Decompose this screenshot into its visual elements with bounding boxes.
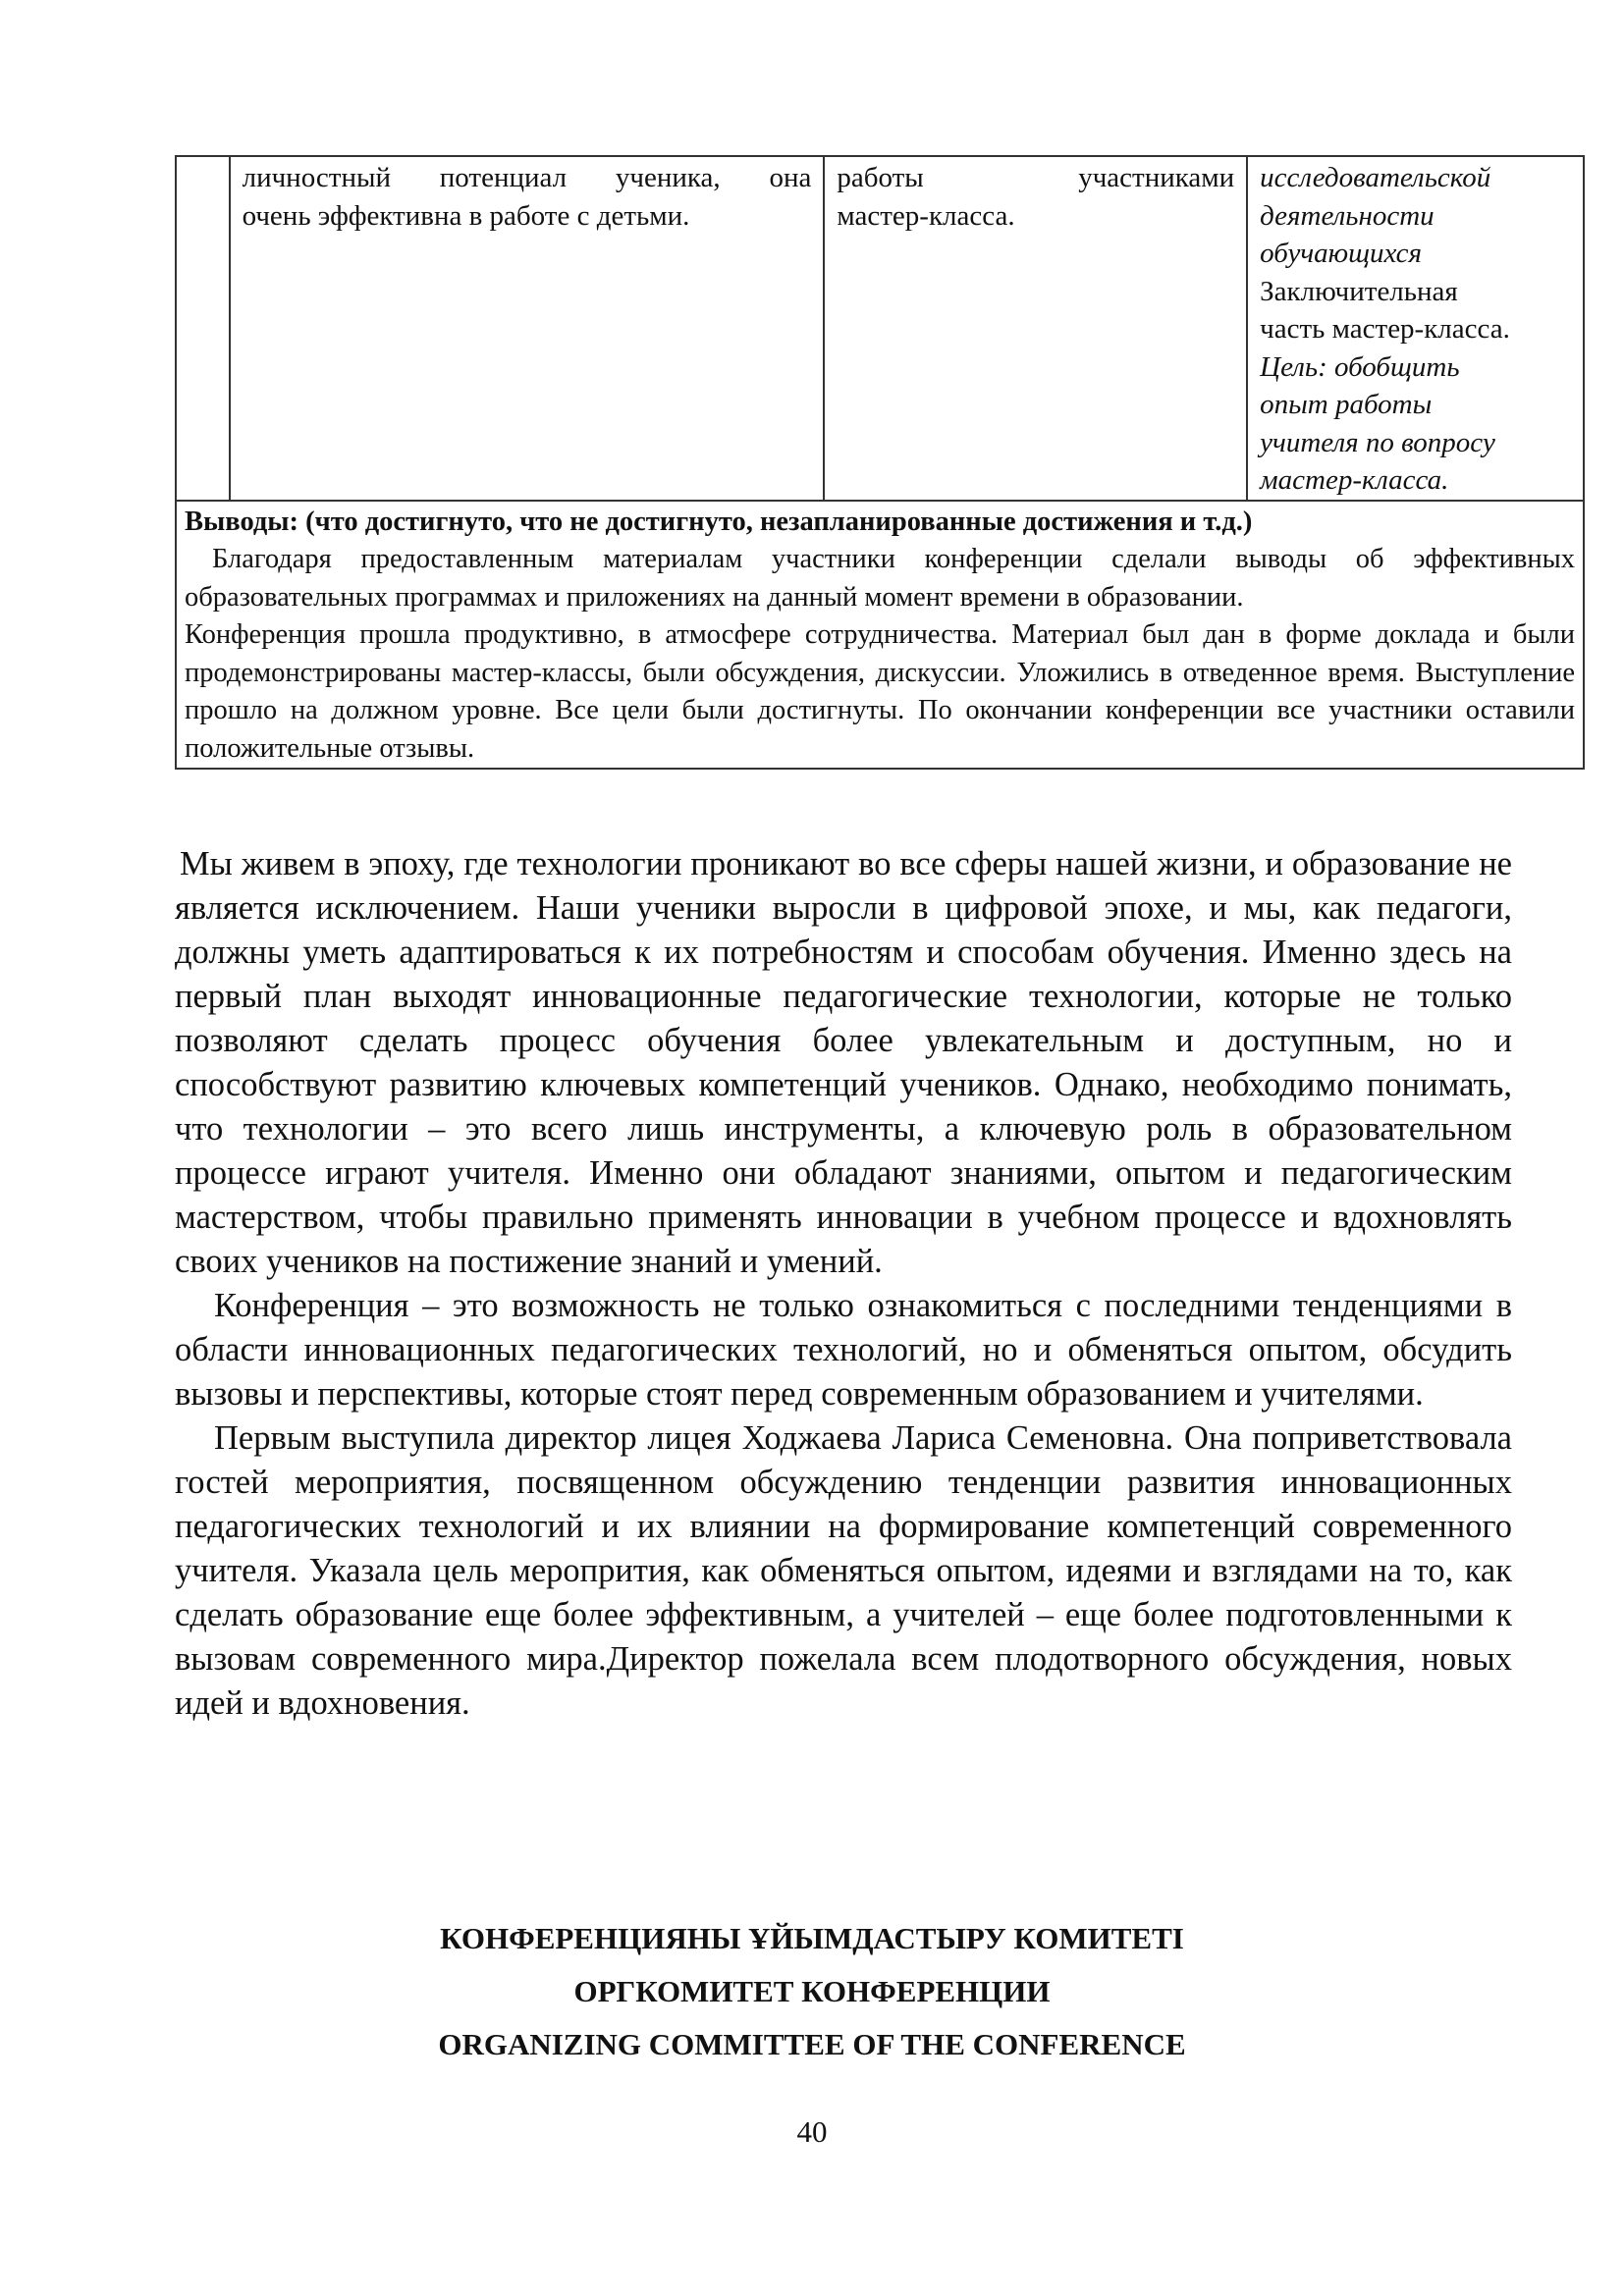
activity-word-1: работы bbox=[837, 162, 924, 193]
stage-line: Заключительная bbox=[1260, 275, 1458, 307]
activity-word-2: участниками bbox=[1078, 162, 1235, 193]
conclusions-cell bbox=[176, 501, 1584, 770]
body-text bbox=[175, 842, 1512, 1726]
committee-headings bbox=[0, 1912, 1624, 2071]
stage-line: исследовательской bbox=[1260, 162, 1491, 193]
heading-kazakh: КОНФЕРЕНЦИЯНЫ ҰЙЫМДАСТЫРУ КОМИТЕТІ bbox=[440, 1921, 1184, 1955]
description-line-2: очень эффективна в работе с детьми. bbox=[242, 199, 690, 232]
body-paragraph-3: Первым выступила директор лицея Ходжаева Лариса Семеновна. Она поприветствовала гостей мероприятия, посвященном обсуждению тенденции развития инновационных педагогических технологий и их влиянии на формирование компетенций современного учителя. Указала цель меропрития, как обменяться опытом, идеями и взглядами на то, как сделать образование еще более эффективным, а учителей – еще более подготовленными к вызовам современного мира.Директор пожелала всем плодотворного обсуждения, новых идей и вдохновения. bbox=[175, 1419, 1512, 1722]
table-row-continued bbox=[176, 156, 1584, 501]
heading-russian: ОРГКОМИТЕТ КОНФЕРЕНЦИИ bbox=[573, 1974, 1051, 2008]
stage-line: Цель: обобщить bbox=[1260, 350, 1460, 383]
stage-line: обучающихся bbox=[1260, 238, 1423, 269]
activity-line-1 bbox=[837, 159, 1234, 197]
conclusions-title: Выводы: (что достигнуто, что не достигнуто, незапланированные достижения и т.д.) bbox=[185, 506, 1253, 537]
description-line-1: личностный потенциал ученика, она bbox=[242, 162, 812, 193]
body-paragraph-1: Мы живем в эпоху, где технологии проникают во все сферы нашей жизни, и образование не является исключением. Наши ученики выросли в цифровой эпохе, и мы, как педагоги, должны уметь адаптироваться к их потребностям и способам обучения. Именно здесь на первый план выходят инновационные педагогические технологии, которые не только позволяют сделать процесс обучения более увлекательным и доступным, но и способствуют развитию ключевых компетенций учеников. Однако, необходимо понимать, что технологии – это всего лишь инструменты, а ключевую роль в образовательном процессе играют учителя. Именно они обладают знаниями, опытом и педагогическим мастерством, чтобы правильно применять инновации в учебном процессе и вдохновлять своих учеников на постижение знаний и умений. bbox=[175, 845, 1512, 1280]
conclusions-paragraph-1: Благодаря предоставленным материалам участники конференции сделали выводы об эффективных образовательных программах и приложениях на данный момент времени в образовании. bbox=[185, 544, 1575, 613]
activity-line-2: мастер-класса. bbox=[837, 199, 1015, 232]
table-cell-description bbox=[230, 156, 825, 501]
table-row-conclusions bbox=[176, 501, 1584, 770]
stage-line: учителя по вопросу bbox=[1260, 426, 1495, 458]
conclusions-paragraph-2: Конференция прошла продуктивно, в атмосфере сотрудничества. Материал был дан в форме доклада и были продемонстрированы мастер-классы, были обсуждения, дискуссии. Уложились в отведенное время. Выступление прошло на должном уровне. Все цели были достигнуты. По окончании конференции все участники оставили положительные отзывы. bbox=[185, 619, 1575, 764]
stage-line: часть мастер-класса. bbox=[1260, 313, 1510, 345]
page-number: 40 bbox=[796, 2114, 828, 2149]
report-table bbox=[175, 155, 1585, 770]
table-cell-stage bbox=[1247, 156, 1584, 501]
heading-english: ORGANIZING COMMITTEE OF THE CONFERENCE bbox=[438, 2027, 1186, 2061]
table-cell-activity bbox=[824, 156, 1247, 501]
table-cell-number bbox=[176, 156, 230, 501]
stage-line: деятельности bbox=[1260, 199, 1435, 232]
body-paragraph-2: Конференция – это возможность не только ознакомиться с последними тенденциями в области инновационных педагогических технологий, но и обменяться опытом, обсудить вызовы и перспективы, которые стоят перед современным образованием и учителями. bbox=[175, 1287, 1512, 1413]
stage-line: опыт работы bbox=[1260, 389, 1433, 420]
stage-line: мастер-класса. bbox=[1260, 464, 1449, 496]
